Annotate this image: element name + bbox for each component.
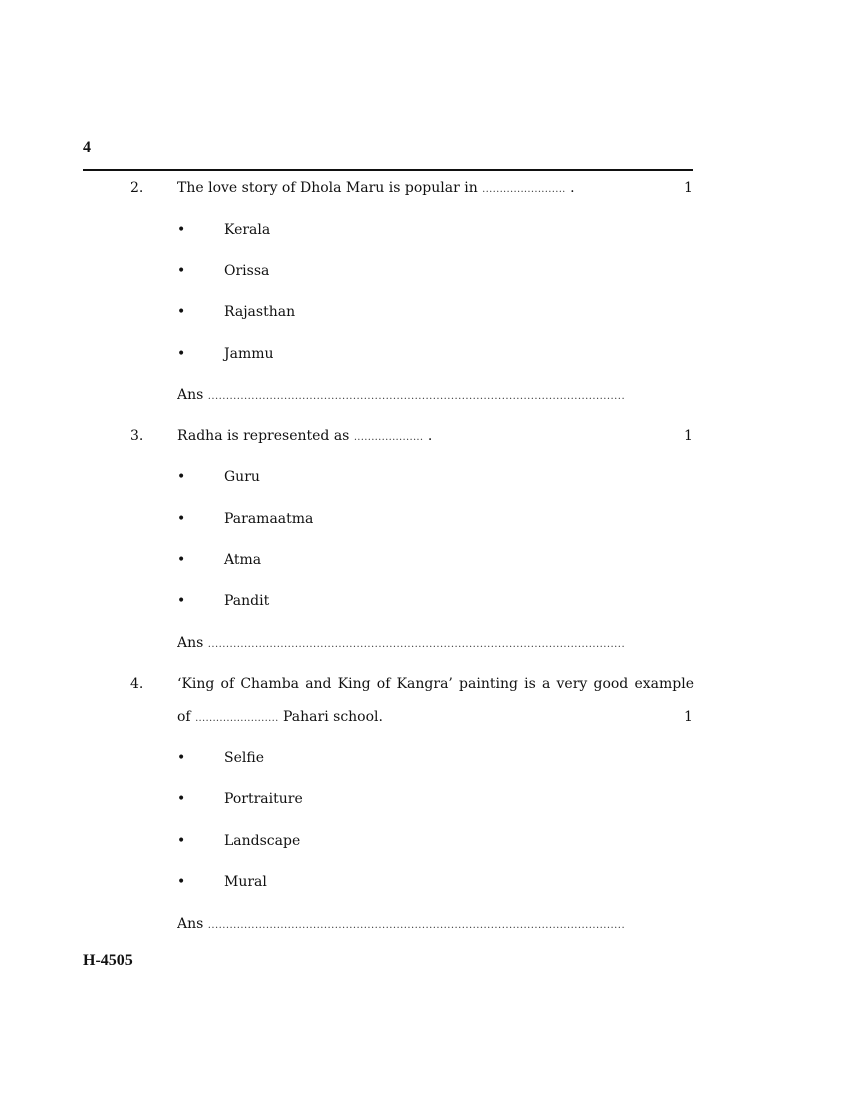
question-text-after: . (565, 180, 575, 196)
option-label: Rajasthan (224, 304, 296, 320)
bullet-icon: • (177, 469, 186, 485)
question-text (177, 427, 694, 447)
question-text-before: of (177, 709, 196, 725)
answer-blank: ........................ (195, 713, 279, 724)
question-text-before: Radha is represented as (177, 428, 354, 444)
option-label: Jammu (224, 346, 274, 362)
option-label: Atma (224, 552, 262, 568)
bullet-icon: • (177, 593, 186, 609)
question-text-after: . (423, 428, 433, 444)
answer-dots: ................................................................................................................... (207, 920, 626, 931)
bullet-icon: • (177, 222, 186, 238)
answer-label: Ans (177, 387, 204, 403)
answer-line[interactable] (177, 386, 691, 406)
answer-dots: ................................................................................................................... (207, 639, 626, 650)
option-label: Kerala (224, 222, 271, 238)
header-rule (83, 169, 693, 171)
bullet-icon: • (177, 750, 186, 766)
bullet-icon: • (177, 304, 186, 320)
option-label: Landscape (224, 833, 301, 849)
option-label: Mural (224, 874, 267, 890)
answer-blank: .................... (353, 432, 424, 443)
bullet-icon: • (177, 263, 186, 279)
option-label: Paramaatma (224, 511, 314, 527)
question-marks: 1 (684, 709, 693, 725)
answer-line[interactable] (177, 915, 691, 935)
question-text-before: The love story of Dhola Maru is popular in (177, 180, 483, 196)
answer-label: Ans (177, 916, 204, 932)
bullet-icon: • (177, 791, 186, 807)
option-label: Portraiture (224, 791, 303, 807)
bullet-icon: • (177, 552, 186, 568)
option-label: Orissa (224, 263, 270, 279)
option-label: Guru (224, 469, 260, 485)
question-marks: 1 (684, 428, 693, 444)
question-number: 3. (130, 428, 144, 444)
bullet-icon: • (177, 511, 186, 527)
bullet-icon: • (177, 874, 186, 890)
question-number: 2. (130, 180, 144, 196)
bullet-icon: • (177, 346, 186, 362)
bullet-icon: • (177, 833, 186, 849)
paper-code: H-4505 (83, 952, 133, 969)
question-text (177, 179, 694, 199)
answer-blank: ........................ (482, 184, 566, 195)
option-label: Pandit (224, 593, 270, 609)
question-number: 4. (130, 676, 144, 692)
question-text-after: Pahari school. (278, 709, 383, 725)
answer-dots: ................................................................................................................... (207, 391, 626, 402)
page-number: 4 (83, 139, 91, 156)
answer-label: Ans (177, 635, 204, 651)
question-text-line-2 (177, 708, 694, 728)
answer-line[interactable] (177, 634, 691, 654)
question-text-line-1: ‘King of Chamba and King of Kangra’ painting is a very good example (177, 676, 694, 692)
question-marks: 1 (684, 180, 693, 196)
option-label: Selfie (224, 750, 264, 766)
